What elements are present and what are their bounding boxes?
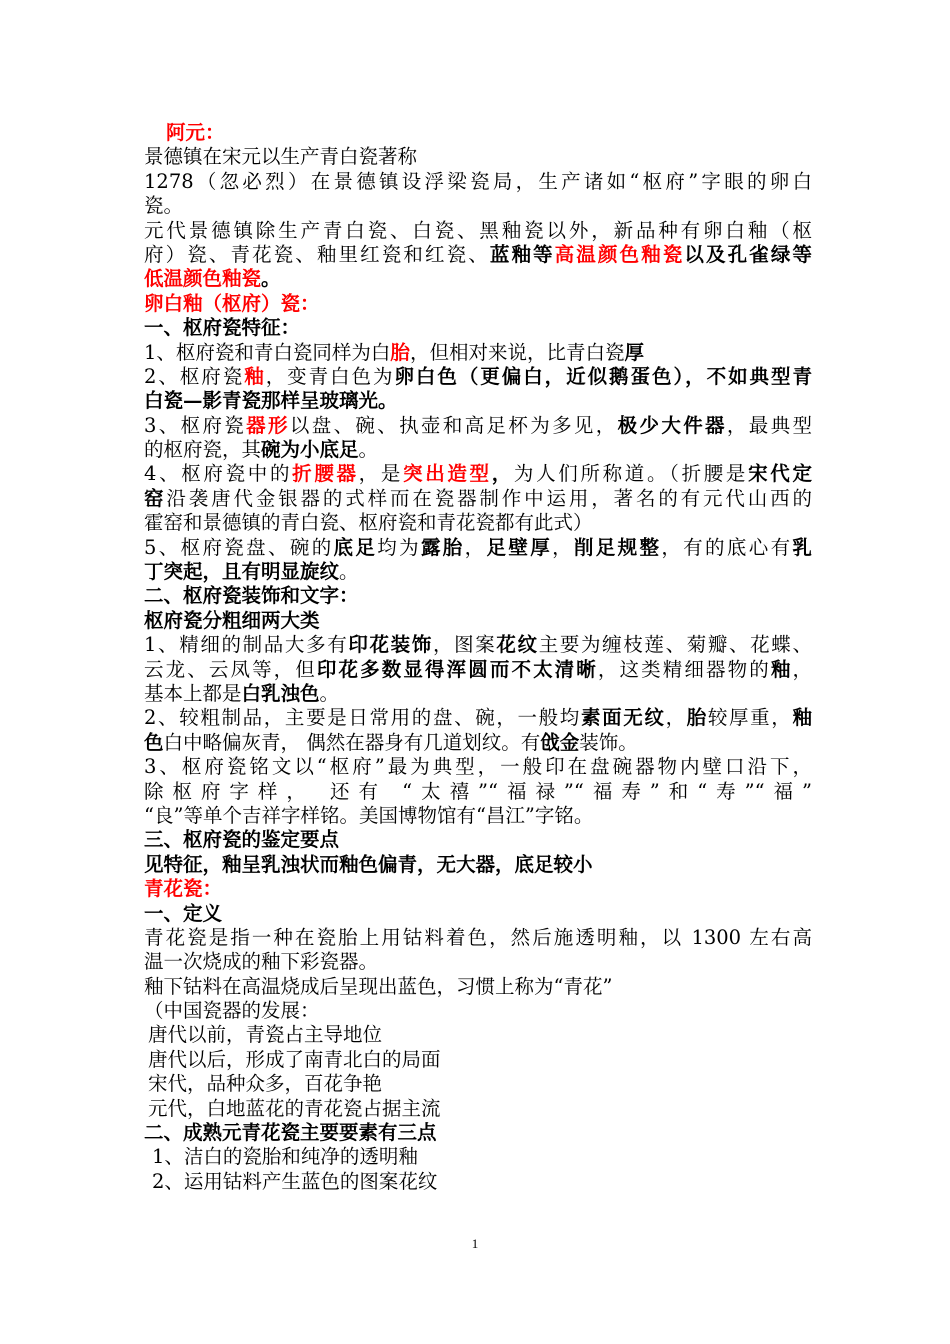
text-line: [144, 706, 812, 730]
text-line: [144, 341, 812, 365]
text-run: 釉: [244, 364, 266, 388]
text-line: [144, 1072, 812, 1096]
text-line: [144, 511, 812, 535]
text-run: 2、枢府瓷: [144, 364, 245, 388]
text-line: [144, 462, 812, 486]
text-run: 釉下钴料在高温烧成后呈现出蓝色，习惯上称为“青花”: [144, 974, 613, 998]
text-run: 花纹: [496, 633, 539, 657]
text-run: 低温颜色釉瓷: [144, 267, 262, 291]
text-run: 3、枢府瓷铭文以“枢府”最为典型，一般印在盘碗器物内壁口沿下，: [144, 755, 812, 779]
text-line: [144, 780, 812, 804]
text-run: 突出造型: [403, 462, 492, 486]
text-line: [144, 902, 812, 926]
text-line: [144, 658, 812, 682]
text-run: 景德镇在宋元以生产青白瓷著称: [144, 145, 418, 169]
page-number: 1: [471, 1236, 479, 1251]
text-run: ，是: [358, 462, 404, 486]
text-run: 基本上都是: [144, 681, 242, 705]
text-line: [144, 267, 812, 291]
text-line: [144, 609, 812, 633]
text-run: ，但相对来说，比青白瓷: [409, 340, 625, 364]
text-run: 唐代以后，形成了南青北白的局面: [148, 1047, 441, 1071]
text-run: 见特征，釉呈乳浊状而釉色偏青，无大器，底足较小: [144, 852, 593, 876]
text-line: [144, 121, 812, 145]
text-run: 孔雀绿等: [727, 242, 812, 266]
text-line: [144, 292, 812, 316]
text-line: [144, 487, 812, 511]
text-line: [144, 1048, 812, 1072]
text-run: 。: [261, 267, 281, 291]
text-run: 印花多数显得浑圆而不太清晰: [316, 657, 598, 681]
document-body: [144, 121, 812, 1194]
text-run: 高温颜色釉瓷: [554, 242, 685, 266]
text-run: 釉: [770, 657, 793, 681]
text-run: ，有的底心有: [661, 535, 793, 559]
text-run: 胎: [686, 706, 708, 730]
text-run: 蓝釉等: [489, 242, 555, 266]
text-line: [144, 633, 812, 657]
text-run: 一、枢府瓷特征：: [144, 316, 301, 340]
text-run: 3、枢府瓷: [144, 413, 247, 437]
text-run: 窑: [144, 486, 167, 510]
text-run: 足壁厚: [486, 535, 553, 559]
text-line: [144, 1121, 812, 1145]
text-run: 主要为缠枝莲、菊瓣、花蝶、: [538, 633, 812, 657]
text-line: [144, 170, 812, 194]
text-run: 较厚重，: [707, 706, 793, 730]
text-run: ，: [552, 535, 574, 559]
text-run: 以盘、碗、执壶和高足杯为多见，: [289, 413, 618, 437]
text-run: 色: [144, 730, 164, 754]
text-run: ，这类精细器物的: [597, 657, 771, 681]
text-run: 釉: [792, 706, 812, 730]
text-run: 2、较粗制品，主要是日常用的盘、碗，一般均: [144, 706, 581, 730]
text-run: 三、枢府瓷的鉴定要点: [144, 828, 340, 852]
text-run: 4、枢府瓷中的: [144, 462, 293, 486]
text-run: 温一次烧成的釉下彩瓷器。: [144, 950, 379, 974]
text-run: 除枢府字样， 还有 “太禧”“福禄”“福寿”和“寿”“福”: [144, 779, 812, 803]
text-run: 1278（忽必烈）在景德镇设浮梁瓷局，生产诸如“枢府”字眼的卵白: [144, 169, 812, 193]
text-run: 阿元：: [166, 121, 225, 144]
text-line: [144, 1097, 812, 1121]
text-line: [144, 243, 812, 267]
text-run: 二、成熟元青花瓷主要要素有三点: [144, 1121, 437, 1145]
text-run: 极少大件器: [617, 413, 727, 437]
text-run: 沿袭唐代金银器的式样而在瓷器制作中运用，著名的有元代山西的: [166, 486, 812, 510]
text-line: [144, 853, 812, 877]
text-run: 白乳浊色: [241, 681, 320, 705]
text-run: 器形: [246, 413, 290, 437]
text-run: 装饰。: [579, 730, 638, 754]
text-line: [144, 682, 812, 706]
text-line: [144, 438, 812, 462]
text-run: ，最典型: [726, 413, 812, 437]
text-run: 底足: [333, 535, 378, 559]
text-run: 1、洁白的瓷胎和纯净的透明釉: [152, 1145, 418, 1169]
text-run: ，: [464, 535, 487, 559]
text-run: ，: [792, 657, 812, 681]
text-run: 卵白釉（枢府）瓷：: [144, 291, 320, 315]
text-line: [144, 975, 812, 999]
text-line: [144, 1023, 812, 1047]
text-run: 一、定义: [144, 901, 223, 925]
text-run: 枢府瓷分粗细两大类: [144, 608, 320, 632]
text-run: 厚: [624, 340, 644, 364]
text-run: 丁突起，且有明显旋纹: [144, 560, 340, 584]
text-run: 以及: [684, 242, 728, 266]
text-run: ，变青白色为: [265, 364, 395, 388]
text-run: ，: [491, 462, 514, 486]
text-run: ，: [665, 706, 687, 730]
text-line: [144, 755, 812, 779]
text-run: 白中略偏灰青， 偶然在器身有几道划纹。有: [163, 730, 541, 754]
text-run: （中国瓷器的发展：: [144, 999, 320, 1023]
text-line: [144, 414, 812, 438]
text-run: 1、枢府瓷和青白瓷同样为白: [144, 340, 391, 364]
text-run: 宋代，品种众多，百花争艳: [148, 1072, 383, 1096]
text-line: [144, 1145, 812, 1169]
text-line: [144, 731, 812, 755]
text-line: [144, 389, 812, 413]
text-run: 均为: [377, 535, 421, 559]
text-line: [144, 877, 812, 901]
text-run: 。: [339, 560, 359, 584]
text-line: [144, 950, 812, 974]
text-run: 乳: [792, 535, 812, 559]
text-run: 5、枢府瓷盘、碗的: [144, 535, 334, 559]
text-run: 元代景德镇除生产青白瓷、白瓷、黑釉瓷以外，新品种有卵白釉（枢: [144, 218, 812, 242]
text-run: 。: [358, 438, 379, 462]
text-run: 为人们所称道。（折腰是: [513, 462, 749, 486]
text-run: 印花装饰: [348, 633, 433, 657]
text-run: 青花瓷是指一种在瓷胎上用钴料着色，然后施透明釉，以 1300 左右高: [144, 925, 812, 949]
text-run: 卵白色（更偏白，近似鹅蛋色），不如典型青: [394, 364, 812, 388]
text-run: 宋代定: [748, 462, 812, 486]
text-run: 白瓷—影青瓷那样呈玻璃光。: [144, 389, 398, 413]
text-run: 瓷。: [144, 194, 184, 218]
text-line: [144, 145, 812, 169]
text-run: 。: [319, 681, 340, 705]
text-line: [144, 926, 812, 950]
text-run: 素面无纹: [580, 706, 666, 730]
text-run: 二、枢府瓷装饰和文字：: [144, 584, 359, 608]
text-run: 碗为小底足: [261, 438, 359, 462]
text-run: 霍窑和景德镇的青白瓷、枢府瓷和青花瓷都有此式）: [144, 511, 593, 535]
text-line: [144, 536, 812, 560]
text-line: [144, 804, 812, 828]
text-line: [144, 1170, 812, 1194]
text-run: ，图案: [432, 633, 497, 657]
text-run: 府）瓷、青花瓷、釉里红瓷和红瓷、: [144, 242, 490, 266]
text-run: 削足规整: [573, 535, 662, 559]
text-run: 2、运用钴料产生蓝色的图案花纹: [152, 1169, 438, 1193]
text-line: [144, 584, 812, 608]
text-line: [144, 999, 812, 1023]
text-line: [144, 194, 812, 218]
text-line: [144, 365, 812, 389]
text-run: 云龙、云凤等，但: [144, 657, 317, 681]
text-run: 唐代以前，青瓷占主导地位: [148, 1023, 383, 1047]
text-line: [144, 560, 812, 584]
text-line: [144, 316, 812, 340]
text-run: 露胎: [420, 535, 465, 559]
text-run: 的枢府瓷，其: [144, 438, 262, 462]
text-line: [144, 828, 812, 852]
text-run: 青花瓷：: [144, 877, 223, 901]
text-line: [144, 219, 812, 243]
text-run: 元代，白地蓝花的青花瓷占据主流: [148, 1096, 441, 1120]
text-run: 戗金: [540, 730, 580, 754]
text-run: 胎: [390, 340, 410, 364]
text-run: “良”等单个吉祥字样铭。美国博物馆有“昌江”字铭。: [144, 803, 594, 827]
text-run: 折腰器: [292, 462, 359, 486]
text-run: 1、精细的制品大多有: [144, 633, 349, 657]
